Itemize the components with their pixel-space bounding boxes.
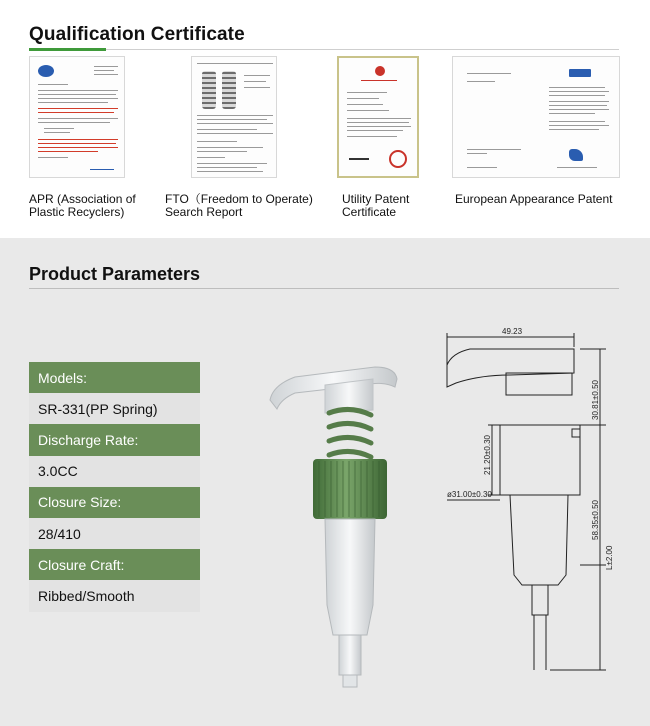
param-label-models: Models:	[29, 362, 200, 393]
fto-caption: FTO（Freedom to Operate) Search Report	[165, 192, 313, 219]
pump-spring	[329, 409, 371, 457]
dim-collar-height: 21.20±0.30	[483, 435, 492, 475]
qualification-title: Qualification Certificate	[29, 24, 245, 45]
fto-spring-diagram	[202, 71, 216, 109]
product-title: Product Parameters	[29, 264, 201, 284]
utility-patent-image[interactable]	[337, 56, 419, 178]
param-label-closure-size: Closure Size:	[29, 487, 200, 518]
product-title-divider	[29, 288, 619, 289]
dim-diameter: ø31.00±0.30	[447, 490, 492, 499]
patent-emblem-icon	[375, 66, 385, 76]
title-divider	[29, 49, 619, 50]
dim-tube: L±2.00	[605, 545, 614, 570]
apr-caption: APR (Association of Plastic Recyclers)	[29, 192, 136, 219]
title-accent-bar	[29, 48, 106, 51]
param-label-closure-craft: Closure Craft:	[29, 549, 200, 580]
dim-head-height: 30.81±0.50	[591, 380, 600, 420]
european-patent-image[interactable]	[452, 56, 620, 178]
apr-logo	[38, 65, 54, 77]
fto-report-image[interactable]	[191, 56, 277, 178]
param-value-closure-size: 28/410	[29, 518, 200, 549]
european-patent-caption: European Appearance Patent	[455, 192, 613, 206]
technical-drawing	[440, 325, 615, 675]
dim-body: 58.35±0.50	[591, 500, 600, 540]
euipo-logo	[569, 69, 591, 77]
param-value-discharge: 3.0CC	[29, 456, 200, 487]
patent-seal-icon	[389, 150, 407, 168]
param-label-discharge: Discharge Rate:	[29, 424, 200, 455]
signature-icon	[569, 149, 583, 161]
dim-width: 49.23	[502, 327, 523, 336]
pump-product-image	[255, 355, 405, 690]
parameter-table	[29, 362, 200, 612]
param-value-closure-craft: Ribbed/Smooth	[29, 580, 200, 611]
param-value-models: SR-331(PP Spring)	[29, 393, 200, 424]
utility-patent-caption: Utility Patent Certificate	[342, 192, 410, 219]
apr-certificate-image[interactable]	[29, 56, 125, 178]
